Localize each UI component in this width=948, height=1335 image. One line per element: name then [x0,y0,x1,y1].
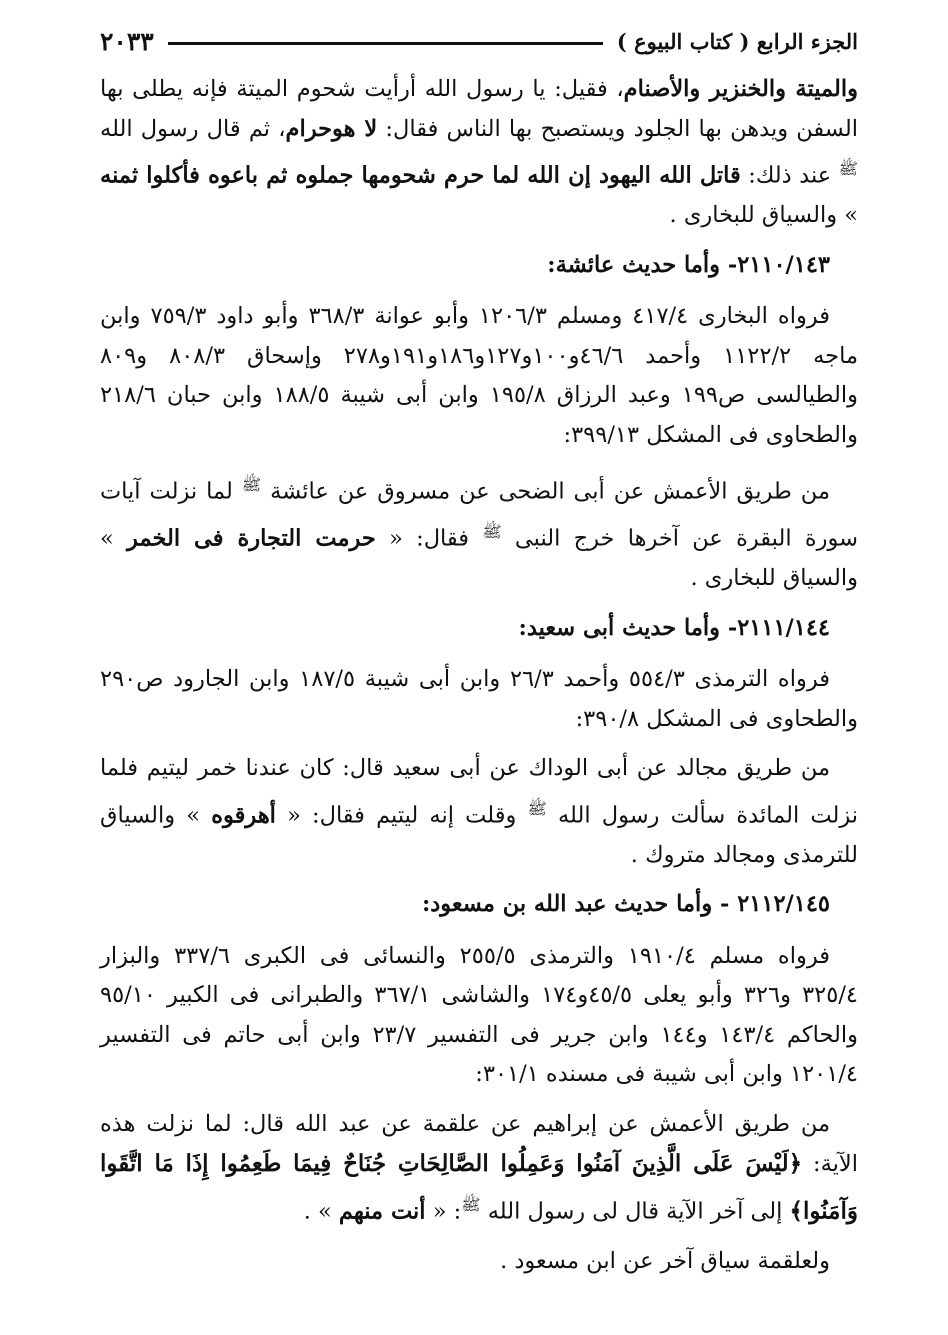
running-title: الجزء الرابع ( كتاب البيوع ) [616,28,858,54]
paragraph-closing-note: ولعلقمة سياق آخر عن ابن مسعود . [500,1247,830,1274]
salutation-glyph: ﷺ [838,159,858,178]
section-heading-ibn-masud: ٢١١٢/١٤٥ - وأما حديث عبد الله بن مسعود: [421,891,830,917]
salutation-glyph: ﷺ [461,1194,481,1214]
paragraph-abu-said-sources: فرواه الترمذى ٥٥٤/٣ وأحمد ٢٦/٣ وابن أبى شيبة ١٨٧/٥ وابن الجارود ص٢٩٠ والطحاوى فى المشكل ٣٩٠/٨: [100,666,858,732]
paragraph-aisha-text: من طريق الأعمش عن أبى الضحى عن مسروق عن عائشة $^ﷺ$ لما نزلت آيات سورة البقرة عن آخرها خرج النبى $^ﷺ$ فقال: « حرمت التجارة فى الخمر » والسياق للبخارى . [100,475,858,591]
paragraph-ibn-masud-text: من طريق الأعمش عن إبراهيم عن علقمة عن عبد الله قال: لما نزلت هذه الآية: ﴿لَيْسَ عَلَى الَّذِينَ آمَنُوا وَعَمِلُوا الصَّالِحَاتِ جُنَاحٌ فِيمَا طَعِمُوا إِذَا مَا اتَّقَوا وَآمَنُوا﴾ إلى آخر الآية قال لى رسول الله $^ﷺ$: « أنت منهم » . [100,1110,858,1224]
page-number: ٢٠٣٣ [100,26,154,56]
page-body [100,70,858,1291]
header-rule [168,42,603,45]
quran-verse: ﴿لَيْسَ عَلَى الَّذِينَ آمَنُوا وَعَمِلُوا الصَّالِحَاتِ جُنَاحٌ فِيمَا طَعِمُوا إِذَا مَا اتَّقَوا وَآمَنُوا﴾ [100,1150,858,1224]
paragraph-ibn-masud-sources: فرواه مسلم ١٩١٠/٤ والترمذى ٢٥٥/٥ والنسائى فى الكبرى ٣٣٧/٦ والبزار ٣٢٥/٤ و٣٢٦ وأبو يعلى ٤٥/٥و١٧٤ والشاشى ٣٦٧/١ والطبرانى فى الكبير ٩٥/١٠ والحاكم ١٤٣/٤ و١٤٤ وابن جرير فى التفسير ٢٣/٧ وابن أبى حاتم فى التفسير ١٢٠١/٤ وابن أبى شيبة فى مسنده ٣٠١/١: [100,942,859,1087]
section-heading-aisha: ٢١١٠/١٤٣- وأما حديث عائشة: [547,251,830,278]
paragraph-abu-said-text: من طريق مجالد عن أبى الوداك عن أبى سعيد قال: كان عندنا خمر ليتيم فلما نزلت المائدة سألت رسول الله $^ﷺ$ وقلت إنه ليتيم فقال: « أهرقوه » والسياق للترمذى ومجالد متروك . [100,755,859,868]
salutation-glyph: ﷺ [241,475,262,494]
hadith-quote: أهرقوه [211,802,276,828]
page-header [100,18,858,64]
hadith-quote: حرمت التجارة فى الخمر [127,525,376,552]
salutation-glyph: ﷺ [527,798,547,818]
paragraph-aisha-sources: فرواه البخارى ٤١٧/٤ ومسلم ١٢٠٦/٣ وأبو عوانة ٣٦٨/٣ وأبو داود ٧٥٩/٣ وابن ماجه ١١٢٢/٢ وأحمد ٤٦/٦و١٠٠و١٢٧و١٨٦و١٩١و٢٧٨ وإسحاق ٨٠٨/٣ و٨٠٩ والطيالسى ص١٩٩ وعبد الرزاق ١٩٥/٨ وابن أبى شيبة ١٨٨/٥ وابن حبان ٢١٨/٦ والطحاوى فى المشكل ٣٩٩/١٣: [100,303,858,448]
hadith-quote: قاتل الله اليهود إن الله لما حرم شحومها جملوه ثم باعوه فأكلوا ثمنه [100,162,741,189]
hadith-quote: أنت منهم [338,1198,426,1224]
section-heading-abu-said: ٢١١١/١٤٤- وأما حديث أبى سعيد: [518,614,830,641]
paragraph-hadith-jabir-end: والميتة والخنزير والأصنام، فقيل: يا رسول الله أرأيت شحوم الميتة فإنه يطلى بها السفن ويدهن بها الجلود ويستصبح بها الناس فقال: لا هوحرام، ثم قال رسول الله $^ﷺ$ عند ذلك: قاتل الله اليهود إن الله لما حرم شحومها جملوه ثم باعوه فأكلوا ثمنه » والسياق للبخارى . [100,76,858,228]
salutation-glyph: ﷺ [482,522,502,541]
